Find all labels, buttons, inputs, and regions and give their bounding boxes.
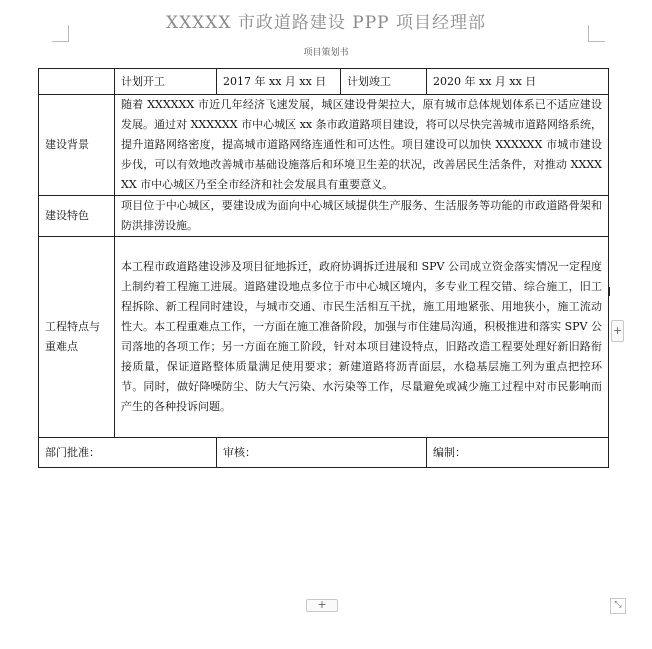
- table-row-background: [39, 95, 609, 196]
- project-plan-table: [38, 68, 609, 468]
- column-resize-marker[interactable]: [608, 287, 610, 296]
- plan-start-label[interactable]: 计划开工: [115, 69, 217, 95]
- document-subtitle: 项目策划书: [303, 48, 349, 58]
- document-title: XXXXX 市政道路建设 PPP 项目经理部: [165, 13, 487, 33]
- approval-cell[interactable]: 部门批准：: [39, 438, 217, 468]
- table-row-signoff: [39, 438, 609, 468]
- plan-end-value[interactable]: 2020 年 xx 月 xx 日: [427, 69, 609, 95]
- review-cell[interactable]: 审核：: [217, 438, 427, 468]
- features-paragraph: 项目位于中心城区，要建设成为面向中心城区域提供生产服务、生活服务等功能的市政道路骨架和防洪排涝设施。: [121, 199, 602, 232]
- plan-start-value[interactable]: 2017 年 xx 月 xx 日: [217, 69, 341, 95]
- features-text[interactable]: [115, 196, 609, 237]
- add-row-button[interactable]: +: [306, 599, 338, 612]
- label-cell-empty[interactable]: [39, 69, 115, 95]
- table-row-difficulties: [39, 237, 609, 438]
- difficulties-label[interactable]: 工程特点与重难点: [39, 237, 115, 438]
- plan-end-label[interactable]: 计划竣工: [341, 69, 427, 95]
- background-paragraph: 随着 XXXXXX 市近几年经济飞速发展，城区建设骨架拉大，原有城市总体规划体系已不适应建设发展。通过对 XXXXXX 市中心城区 xx 条市政道路项目建设，将可以尽快完善城市道路网络系统，提升道路网络密度，提高城市道路网络连通性和可达性。项目建设可以加快 XXXXXX 市城市建设步伐，可以有效地改善城市基础设施落后和环境卫生差的状况，改善居民生活条件，对推动 XXXXXX 市中心城区乃至全市经济和社会发展具有重要意义。: [121, 98, 602, 191]
- difficulties-paragraph: 本工程市政道路建设涉及项目征地拆迁，政府协调拆迁进展和 SPV 公司成立资金落实情况一定程度上制约着工程施工进展。道路建设地点多位于市中心城区境内，多专业工程交错、综合施工，旧工程拆除、新工程同时建设，与城市交通、市民生活相互干扰，施工用地紧张、用地狭小，施工流动性大。本工程重难点工作，一方面在施工准备阶段，加强与市住建局沟通，积极推进和落实 SPV 公司落地的各项工作；另一方面在施工阶段，针对本项目建设特点，旧路改造工程要处理好新旧路衔接质量，保证道路整体质量满足使用要求；新建道路将沥青面层，水稳基层施工列为重点把控环节。同时，做好降噪防尘、防大气污染、水污染等工作，尽量避免或减少施工过程中对市民影响而产生的各种投诉问题。: [121, 260, 602, 413]
- difficulties-text[interactable]: [115, 237, 609, 438]
- prepared-cell[interactable]: 编制：: [427, 438, 609, 468]
- table-row-features: [39, 196, 609, 237]
- features-label[interactable]: 建设特色: [39, 196, 115, 237]
- background-label[interactable]: 建设背景: [39, 95, 115, 196]
- table-row-schedule: [39, 69, 609, 95]
- background-text[interactable]: [115, 95, 609, 196]
- table-resize-handle[interactable]: ⤡: [610, 598, 626, 614]
- add-column-button[interactable]: +: [611, 320, 624, 342]
